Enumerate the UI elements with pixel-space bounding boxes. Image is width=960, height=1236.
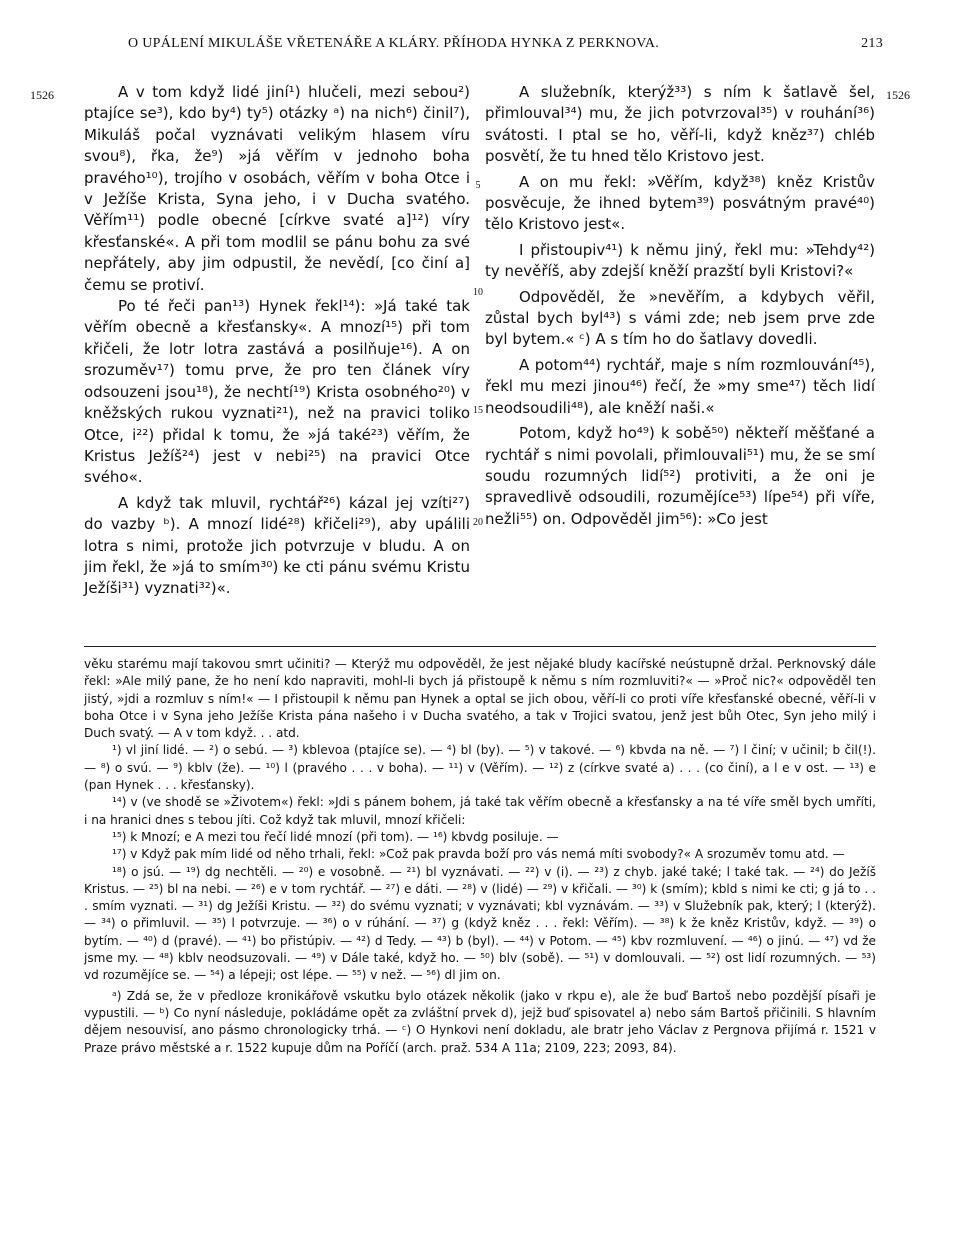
body-paragraph: Potom, když ho⁴⁹) k sobě⁵⁰) někteří měšťané a rychtář s nimi povolali, přimlouvali⁵¹) mu, že se smí soudu rozumných lidí⁵²) protiviti, a že oni je spravedlivě odsoudili, rozumějíce⁵³) lípe⁵⁴) při víře, nežli⁵⁵) on. Odpověděl jim⁵⁶): »Co jest [485,424,875,528]
right-column [485,82,875,530]
body-paragraph: A potom⁴⁴) rychtář, maje s ním rozmlouvání⁴⁵), řekl mu mezi jinou⁴⁶) řečí, že »my sme⁴⁷) těch lidí neodsoudili⁴⁸), ale kněží naši.« [485,355,875,417]
footnote: ᵃ) Zdá se, že v předloze kronikářově vskutku bylo otázek několik (jako v rkpu e), ale že buď Bartoš nebo pozdější písaři je vypustili. — ᵇ) Co nyní následuje, pokládáme opět za zvláštní prvek d), jejž buď spisovatel a) nebo sám Bartoš přičinili. S hlavním dějem nesouvisí, ano pásmo chronologicky trhá. — ᶜ) O Hynkovi není dokladu, ale bratr jeho Václav z Pergnova přijímá r. 1521 v Praze právo městské a r. 1522 kupuje dům na Poříčí (arch. praž. 534 A 11a; 2109, 223; 2093, 84). [84,988,876,1055]
footnote: ¹⁷) v Když pak mím lidé od něho trhali, řekl: »Což pak pravda boží pro vás nemá míti svobody?« A srozuměv tomu atd. — [112,847,845,862]
footnote: ¹⁸) o jsú. — ¹⁹) dg nechtěli. — ²⁰) e vosobně. — ²¹) bl vyznávati. — ²²) v (i). — ²³) z chyb. jaké také; l také tak. — ²⁴) do Ježíš Kristus. — ²⁵) bl na nebi. — ²⁶) e v tom rychtář. — ²⁷) e dáti. — ²⁸) v (lidé) — ²⁹) v křičali. — ³⁰) k (smím); kbld s nimi ke cti; g já to . . . smím vyznati. — ³¹) dg Ježíši Kristu. — ³²) do svému vyznati; v vyznávati; kbl vyznávám. — ³³) v Služebník pak, který; l (kterýž). — ³⁴) o přimluvil. — ³⁵) l potvrzuje. — ³⁶) o v rúhání. — ³⁷) g (když kněz . . . řekl: Věřím). — ³⁸) k že kněz Kristův, když. — ³⁹) o bytím. — ⁴⁰) d (pravé). — ⁴¹) bo přistúpiv. — ⁴²) d Tedy. — ⁴³) b (byl). — ⁴⁴) v Potom. — ⁴⁵) kbv rozmluvení. — ⁴⁶) o jinú. — ⁴⁷) vd že jsme my. — ⁴⁸) kblv neodsuzovali. — ⁴⁹) v Dále také, když ho. — ⁵⁰) blv (sobě). — ⁵¹) v domlouvali. — ⁵²) ost lidí rozumných. — ⁵³) vd rozumějíce se. — ⁵⁴) a lépeji; ost lépe. — ⁵⁵) v než. — ⁵⁶) dl jim on. [84,864,876,983]
body-paragraph: Po té řeči pan¹³) Hynek řekl¹⁴): »Já také tak věřím obecně a křesťansky«. A mnozí¹⁵) při tom křičeli, že lotr lotra zastává a posilňuje¹⁶). A on srozuměv¹⁷) tomu prve, že pro ten článek víry odsouzeni jsou¹⁸), že nechtí¹⁹) Krista osobného²⁰) v kněžských rukou vyznati²¹), než na pravici toliko Otce, i²²) přidal k tomu, že »já také²³) věřím, že Kristus Ježíš²⁴) jest v nebi²⁵) na pravici Otce svého«. [84,297,470,487]
footnote: věku starému mají takovou smrt učiniti? — Kterýž mu odpověděl, že jest nějaké bludy kacířské neústupně držal. Perknovský dále řekl: »Ale milý pane, že ho není kdo napraviti, mohl-li bych já přistoupě k němu s ním rozmluviti?« — »Proč nic?« odpověděl ten jistý, »jdi a rozmluv s ním!« — I přistoupil k němu pan Hynek a optal se jich obou, věří-li co proti víře křesťanské obecné, věří-li v boha Otce i v Syna jeho Ježíše Krista pána našeho i v Ducha svatého, a tak v Trojici svatou, jenž jest bůh Otec, Syn jeho milý i Duch svatý. — A v tom když. . . atd. [84,657,876,741]
line-number: 5 [475,180,481,191]
page-number: 213 [861,36,883,51]
footnote: ¹⁵) k Mnozí; e A mezi tou řečí lidé mnozí (při tom). — ¹⁶) kbvdg posiluje. — [112,829,559,844]
body-paragraph: A když tak mluvil, rychtář²⁶) kázal jej vzíti²⁷) do vazby ᵇ). A mnozí lidé²⁸) křičeli²⁹), aby upálili lotra s nimi, protože jich potvrzuje v bludu. A on jim řekl, že »já to smím³⁰) ke cti pánu svému Kristu Ježíši³¹) vyznati³²)«. [84,493,470,598]
footnote-divider [84,646,876,647]
footnote: ¹⁴) v (ve shodě se »Životem«) řekl: »Jdi s pánem bohem, já také tak věřím obecně a křesťansky a na té víře směl bych umříti, i na hranici dnes s tebou jíti. Což když tak mluvil, mnozí křičeli: [84,795,876,827]
margin-year-left: 1526 [30,88,54,102]
body-paragraph: A on mu řekl: »Věřím, když³⁸) kněz Kristův posvěcuje, že ihned bytem³⁹) posvátným pravé⁴⁰) tělo Kristovo jest«. [485,172,875,234]
body-paragraph: I přistoupiv⁴¹) k němu jiný, řekl mu: »Tehdy⁴²) ty nevěříš, aby zdejší kněží prazští byli Kristovi?« [485,240,875,281]
body-paragraph: Odpověděl, že »nevěřím, a kdybych věřil, zůstal bych byl⁴³) s vámi zde; neb jsem prve zde byl bytem.« ᶜ) A s tím ho do šatlavy dovedli. [485,287,875,349]
left-column [84,82,470,600]
line-number: 10 [473,287,483,298]
running-title: O UPÁLENÍ MIKULÁŠE VŘETENÁŘE A KLÁRY. PŘÍHODA HYNKA Z PERKNOVA. [128,36,660,51]
line-number: 20 [473,517,483,528]
margin-year-right: 1526 [886,88,910,102]
footnote: ¹) vl jiní lidé. — ²) o sebú. — ³) kblevoa (ptajíce se). — ⁴) bl (by). — ⁵) v takové. — ⁶) kbvda na ně. — ⁷) l činí; v učinil; b čil(!). — ⁸) o svú. — ⁹) kblv (že). — ¹⁰) l (pravého . . . v boha). — ¹¹) v (Věřím). — ¹²) z (církve svaté a) . . . (co činí), a l e v ost. — ¹³) e (pan Hynek . . . křesťansky). [84,743,876,793]
body-paragraph: A v tom když lidé jiní¹) hlučeli, mezi sebou²) ptajíce se³), kdo by⁴) ty⁵) otázky ᵃ) na nich⁶) činil⁷), Mikuláš počal vyznávati velikým hlasem víru svou⁸), řka, že⁹) »já věřím v jednoho boha pravého¹⁰), trojího v osobách, věřím v boha Otce i v Ježíše Krista, Syna jeho, i v Ducha svatého. Věřím¹¹) podle obecné [církve svaté a]¹²) víry křesťanské«. A při tom modlil se pánu bohu za své nepřátely, aby jim odpustil, že nevědí, [co činí a] čemu se protiví. [84,83,470,294]
line-number: 15 [473,405,483,416]
body-paragraph: A služebník, kterýž³³) s ním k šatlavě šel, přimlouval³⁴) mu, že jich potvrzoval³⁵) v rouhání³⁶) svátosti. I ptal se ho, věří-li, když kněz³⁷) chléb posvětí, že tu hned tělo Kristovo jest. [485,83,875,166]
footnotes [84,656,876,1057]
